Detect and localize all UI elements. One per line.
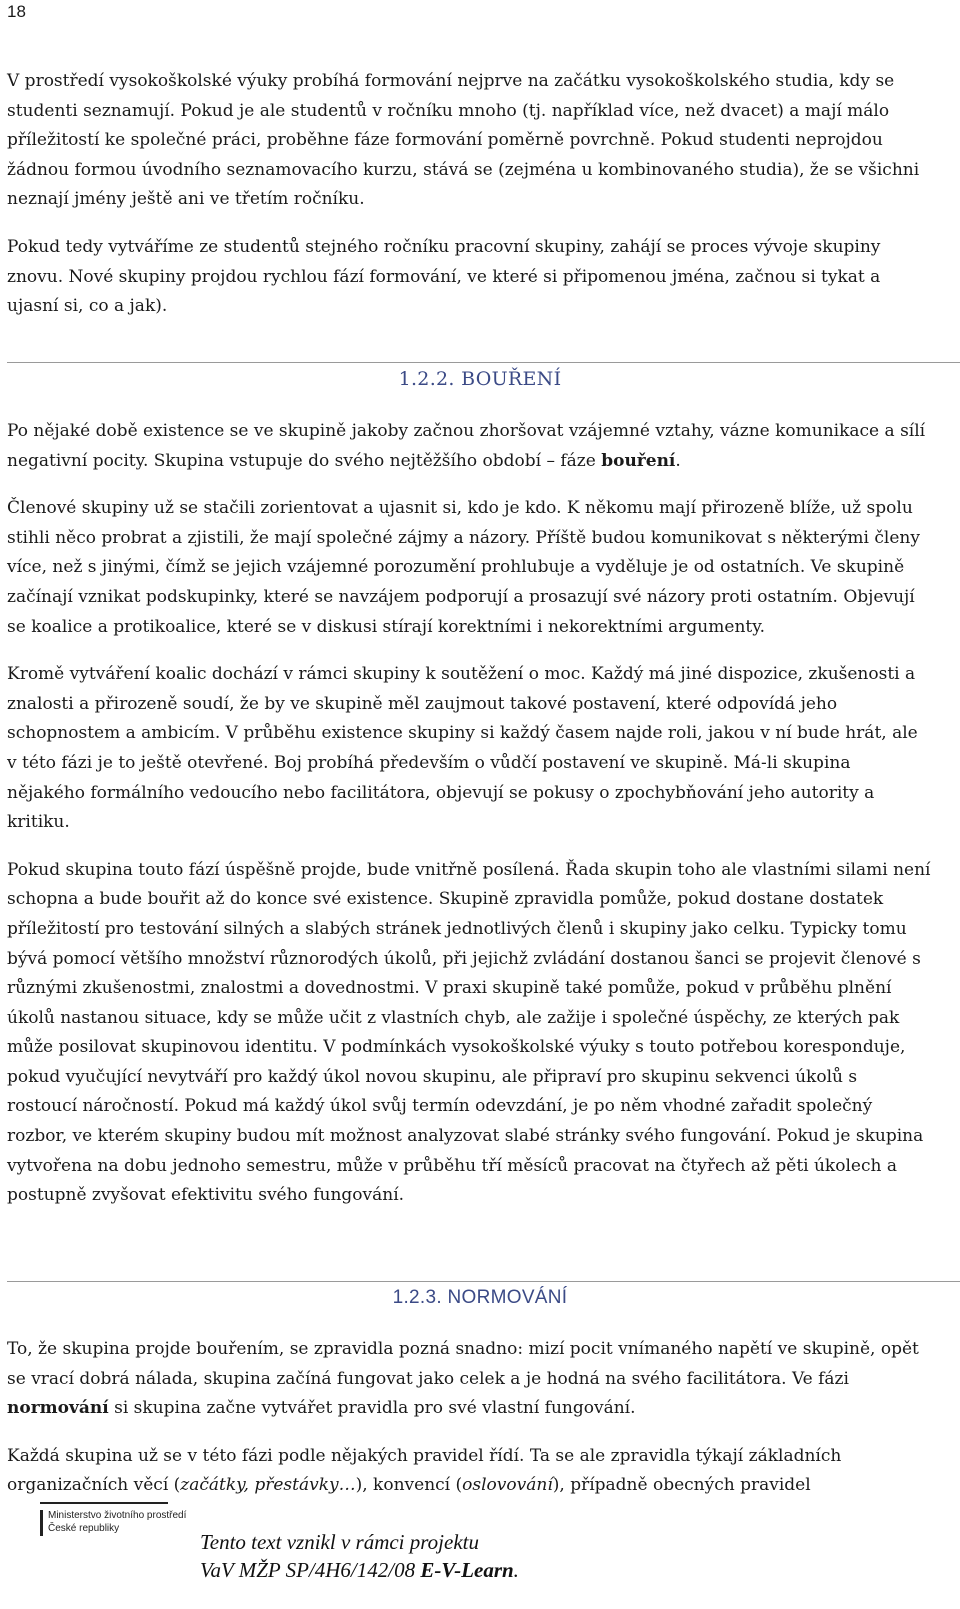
section-divider — [7, 1281, 960, 1282]
normovani-paragraph-2 — [7, 1442, 932, 1501]
footer-note-project-code: VaV MŽP SP/4H6/142/08 — [200, 1558, 421, 1582]
normovani-paragraph-1 — [7, 1335, 932, 1424]
section-heading-normovani: 1.2.3. NORMOVÁNÍ — [392, 1287, 568, 1308]
normovani-p1-text: To, že skupina projde bouřením, se zpravidla pozná snadno: mizí pocit vnímaného napětí ve skupině, opět se vrací dobrá nálada, skupina začíná fungovat jako celek a je hodná na svého facilitátora. Ve fázi — [7, 1339, 919, 1389]
logo-line-2: České republiky — [48, 1523, 120, 1534]
section-divider — [7, 362, 960, 363]
logo-line-1: Ministerstvo životního prostředí — [48, 1510, 187, 1521]
bourenI-paragraph-2: Členové skupiny už se stačili zorientovat a ujasnit si, kdo je kdo. K někomu mají přirozeně blíže, už spolu stihli něco probrat a zjistili, že mají společné zájmy a názory. Příště budou komunikovat s některými členy více, než s jinými, čímž se jejich vzájemné porozumění prohlubuje a vyděluje je od ostatních. Ve skupině začínají vznikat podskupinky, které se navzájem podporují a prosazují své názory proti ostatním. Objevují se koalice a protikoalice, které se v diskusi stírají korektními i nekorektními argumenty. — [7, 498, 920, 637]
normovani-p1-end: si skupina začne vytvářet pravidla pro své vlastní fungování. — [108, 1398, 636, 1419]
normovani-p2-end: ), případně obecných pravidel — [552, 1475, 811, 1496]
ministry-logo — [40, 1502, 187, 1544]
section-normovani-body — [7, 1335, 932, 1519]
normovani-p2-mid: ), konvencí ( — [355, 1475, 463, 1496]
normovani-p2-italic-1: začátky, přestávky… — [180, 1475, 356, 1496]
intro-section — [7, 67, 937, 340]
bourenI-p1-end: . — [675, 450, 681, 471]
footer-note-line-2 — [200, 1556, 519, 1584]
logo-text — [48, 1509, 186, 1535]
normovani-term: normování — [7, 1398, 109, 1419]
footer-note-line-1: Tento text vznikl v rámci projektu — [200, 1530, 479, 1554]
intro-paragraph-2: Pokud tedy vytváříme ze studentů stejného ročníku pracovní skupiny, zahájí se proces vývoje skupiny znovu. Nové skupiny projdou rychlou fází formování, ve které si připomenou jména, začnou si tykat a ujasní si, co a jak). — [7, 236, 881, 317]
bourenI-paragraph-3: Kromě vytváření koalic dochází v rámci skupiny k soutěžení o moc. Každý má jiné dispozice, zkušenosti a znalosti a přirozeně soudí, že by ve skupině měl zaujmout takové postavení, které odpovídá jeho schopnostem a ambicím. V průběhu existence skupiny si každý časem najde roli, jakou v ní bude hrát, ale v této fázi je to ještě otevřené. Boj probíhá především o vůdčí postavení ve skupině. Má-li skupina nějakého formálního vedoucího nebo facilitátora, objevují se pokusy o zpochybňování jeho autority a kritiku. — [7, 664, 918, 833]
page-number: 18 — [7, 2, 26, 21]
bourenI-p1-text: Po nějaké době existence se ve skupině jakoby začnou zhoršovat vzájemné vztahy, vázne komunikace a sílí negativní pocity. Skupina vstupuje do svého nejtěžšího období – fáze — [7, 421, 926, 471]
logo-rule — [40, 1502, 168, 1504]
logo-mark-icon — [40, 1510, 43, 1536]
normovani-p2-text: Každá skupina už se v této fázi podle nějakých pravidel řídí. Ta se ale zpravidla týkají základních organizačních věcí ( — [7, 1445, 842, 1496]
section-heading-bourenI: 1.2.2. BOUŘENÍ — [398, 368, 562, 390]
bourenI-paragraph-4: Pokud skupina touto fází úspěšně projde, bude vnitřně posílená. Řada skupin toho ale vlastními silami není schopna a bude bouřit až do konce své existence. Skupině zpravidla pomůže, pokud dostane dostatek příležitostí pro testování silných a slabých stránek jednotlivých členů i skupiny jako celku. Typicky tomu bývá pomocí většího množství různorodých úkolů, při jejichž zvládání dostanou šanci se projevit členové s různými zkušenostmi, znalostmi a dovednostmi. V praxi skupině také pomůže, pokud v průběhu plnění úkolů nastanou situace, kdy se může učit z vlastních chyb, ale zažije i společné úspěchy, ze kterých pak může posilovat skupinovou identitu. V podmínkách vysokoškolské výuky s touto potřebou koresponduje, pokud vyučující nevytváří pro každý úkol novou skupinu, ale připraví pro skupinu sekvenci úkolů s rostoucí náročností. Pokud má každý úkol svůj termín odevzdání, je po něm vhodné zařadit společný rozbor, ve kterém skupiny budou mít možnost analyzovat slabé stránky svého fungování. Pokud je skupina vytvořena na dobu jednoho semestru, může v průběhu tří měsíců pracovat na čtyřech až pěti úkolech a postupně zvyšovat efektivitu svého fungování. — [7, 859, 931, 1206]
footer-project-note — [200, 1528, 519, 1584]
footer-note-project-name: E-V-Learn — [420, 1558, 514, 1582]
bourenI-term: bouření — [601, 450, 676, 471]
normovani-p2-italic-2: oslovování — [462, 1475, 553, 1496]
footer-note-end: . — [513, 1558, 519, 1582]
section-bourenI-body — [7, 417, 932, 1229]
intro-paragraph-1: V prostředí vysokoškolské výuky probíhá formování nejprve na začátku vysokoškolského studia, kdy se studenti seznamují. Pokud je ale studentů v ročníku mnoho (tj. například více, než dvacet) a mají málo příležitostí ke společné práci, proběhne fáze formování poměrně povrchně. Pokud studenti neprojdou žádnou formou úvodního seznamovacího kurzu, stává se (zejména u kombinovaného studia), že se všichni neznají jmény ještě ani ve třetím ročníku. — [7, 71, 920, 210]
bourenI-paragraph-1 — [7, 417, 932, 476]
